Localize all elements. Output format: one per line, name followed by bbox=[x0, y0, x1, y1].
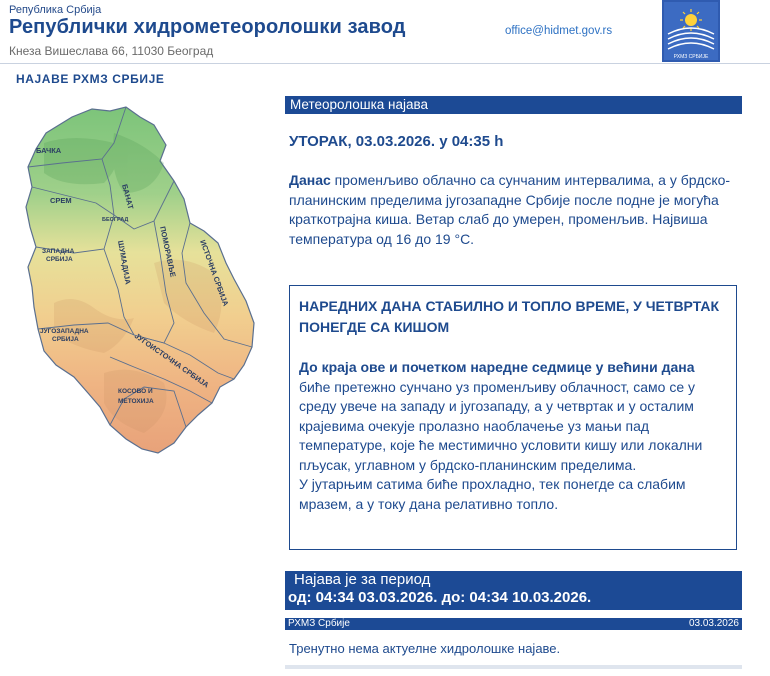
period-range: од: 04:34 03.03.2026. до: 04:34 10.03.2026. bbox=[288, 589, 592, 606]
period-label: Најава је за период bbox=[294, 571, 431, 588]
site-header bbox=[0, 0, 770, 64]
map-label-backa: БАЧКА bbox=[36, 146, 62, 155]
map-label-zapadna: ЗАПАДНА bbox=[42, 248, 75, 255]
map-label-beograd: БЕОГРАД bbox=[102, 217, 129, 223]
today-forecast bbox=[289, 171, 739, 249]
outlook-heading: НАРЕДНИХ ДАНА СТАБИЛНО И ТОПЛО ВРЕМЕ, У ЧЕТВРТАК ПОНЕГДЕ СА КИШОМ bbox=[299, 298, 720, 335]
outlook-bold: До краја ове и почетком наредне седмице у већини дана bbox=[299, 359, 695, 375]
email-link[interactable]: office@hidmet.gov.rs bbox=[505, 25, 613, 37]
source-bar bbox=[285, 618, 742, 630]
outlook-text-2: У јутарњим сатима биће прохладно, тек понегде са слабим мразем, а у току дана релативно топло. bbox=[299, 476, 686, 512]
hydro-forecast-text: Тренутно нема актуелне хидролошке најаве. bbox=[289, 641, 561, 656]
map-label-jugoistocna: ЈУГОИСТОЧНА СРБИЈА bbox=[132, 331, 211, 390]
map-label-banat: БАНАТ bbox=[120, 183, 136, 211]
period-bar bbox=[285, 571, 742, 610]
svg-text:СРБИЈА: СРБИЈА bbox=[52, 336, 79, 343]
bottom-divider bbox=[285, 665, 742, 669]
nav-title[interactable]: НАЈАВЕ РХМЗ СРБИЈЕ bbox=[16, 72, 165, 86]
map-label-pomoravlje: ПОМОРАВЉЕ bbox=[158, 225, 178, 278]
today-label: Данас bbox=[289, 172, 331, 188]
map-label-jugozapadna: ЈУГОЗАПАДНА bbox=[40, 328, 89, 335]
map-label-sumadija: ШУМАДИЈА bbox=[116, 239, 133, 286]
forecast-date-heading: УТОРАК, 03.03.2026. у 04:35 h bbox=[289, 133, 504, 150]
outlook-text: биће претежно сунчано уз променљиву облачност, само се у среду увече на западу и југозападу, а у четвртак и у осталим крајевима очекује пролазно наоблачење уз мањи пад температуре, које ће местимично условити кишу или локални пљусак, углавном у брдско-планинским пределима. bbox=[299, 378, 703, 473]
svg-text:РХМЗ СРБИЈЕ: РХМЗ СРБИЈЕ bbox=[673, 54, 709, 60]
header-divider bbox=[0, 63, 770, 64]
map-label-istocna: ИСТОЧНА СРБИЈА bbox=[198, 238, 231, 308]
rhmz-logo-icon[interactable] bbox=[662, 0, 720, 62]
outlook-box bbox=[289, 285, 737, 550]
institute-title[interactable]: Републички хидрометеоролошки завод bbox=[9, 16, 406, 38]
svg-text:СРБИЈА: СРБИЈА bbox=[46, 256, 73, 263]
source-date: 03.03.2026 bbox=[688, 618, 739, 629]
forecast-bar: Метеоролошка најава bbox=[285, 96, 742, 114]
serbia-regions-map[interactable] bbox=[14, 103, 274, 463]
address-text: Кнеза Вишеслава 66, 11030 Београд bbox=[9, 44, 214, 58]
source-label: РХМЗ Србије bbox=[288, 618, 350, 629]
map-label-srem: СРЕМ bbox=[50, 196, 72, 205]
map-label-kosovo: КОСОВО И bbox=[118, 388, 153, 395]
republic-label: Република Србија bbox=[9, 4, 102, 16]
today-text: променљиво облачно са сунчаним интервалима, а у брдско-планинским пределима југозападне Србије после подне је могућа краткотрајна киша. Ветар слаб до умерен, променљив. Највиша температура од 16 до 19 °C. bbox=[289, 172, 731, 247]
outlook-body bbox=[299, 358, 727, 514]
svg-text:МЕТОХИЈА: МЕТОХИЈА bbox=[118, 398, 154, 405]
